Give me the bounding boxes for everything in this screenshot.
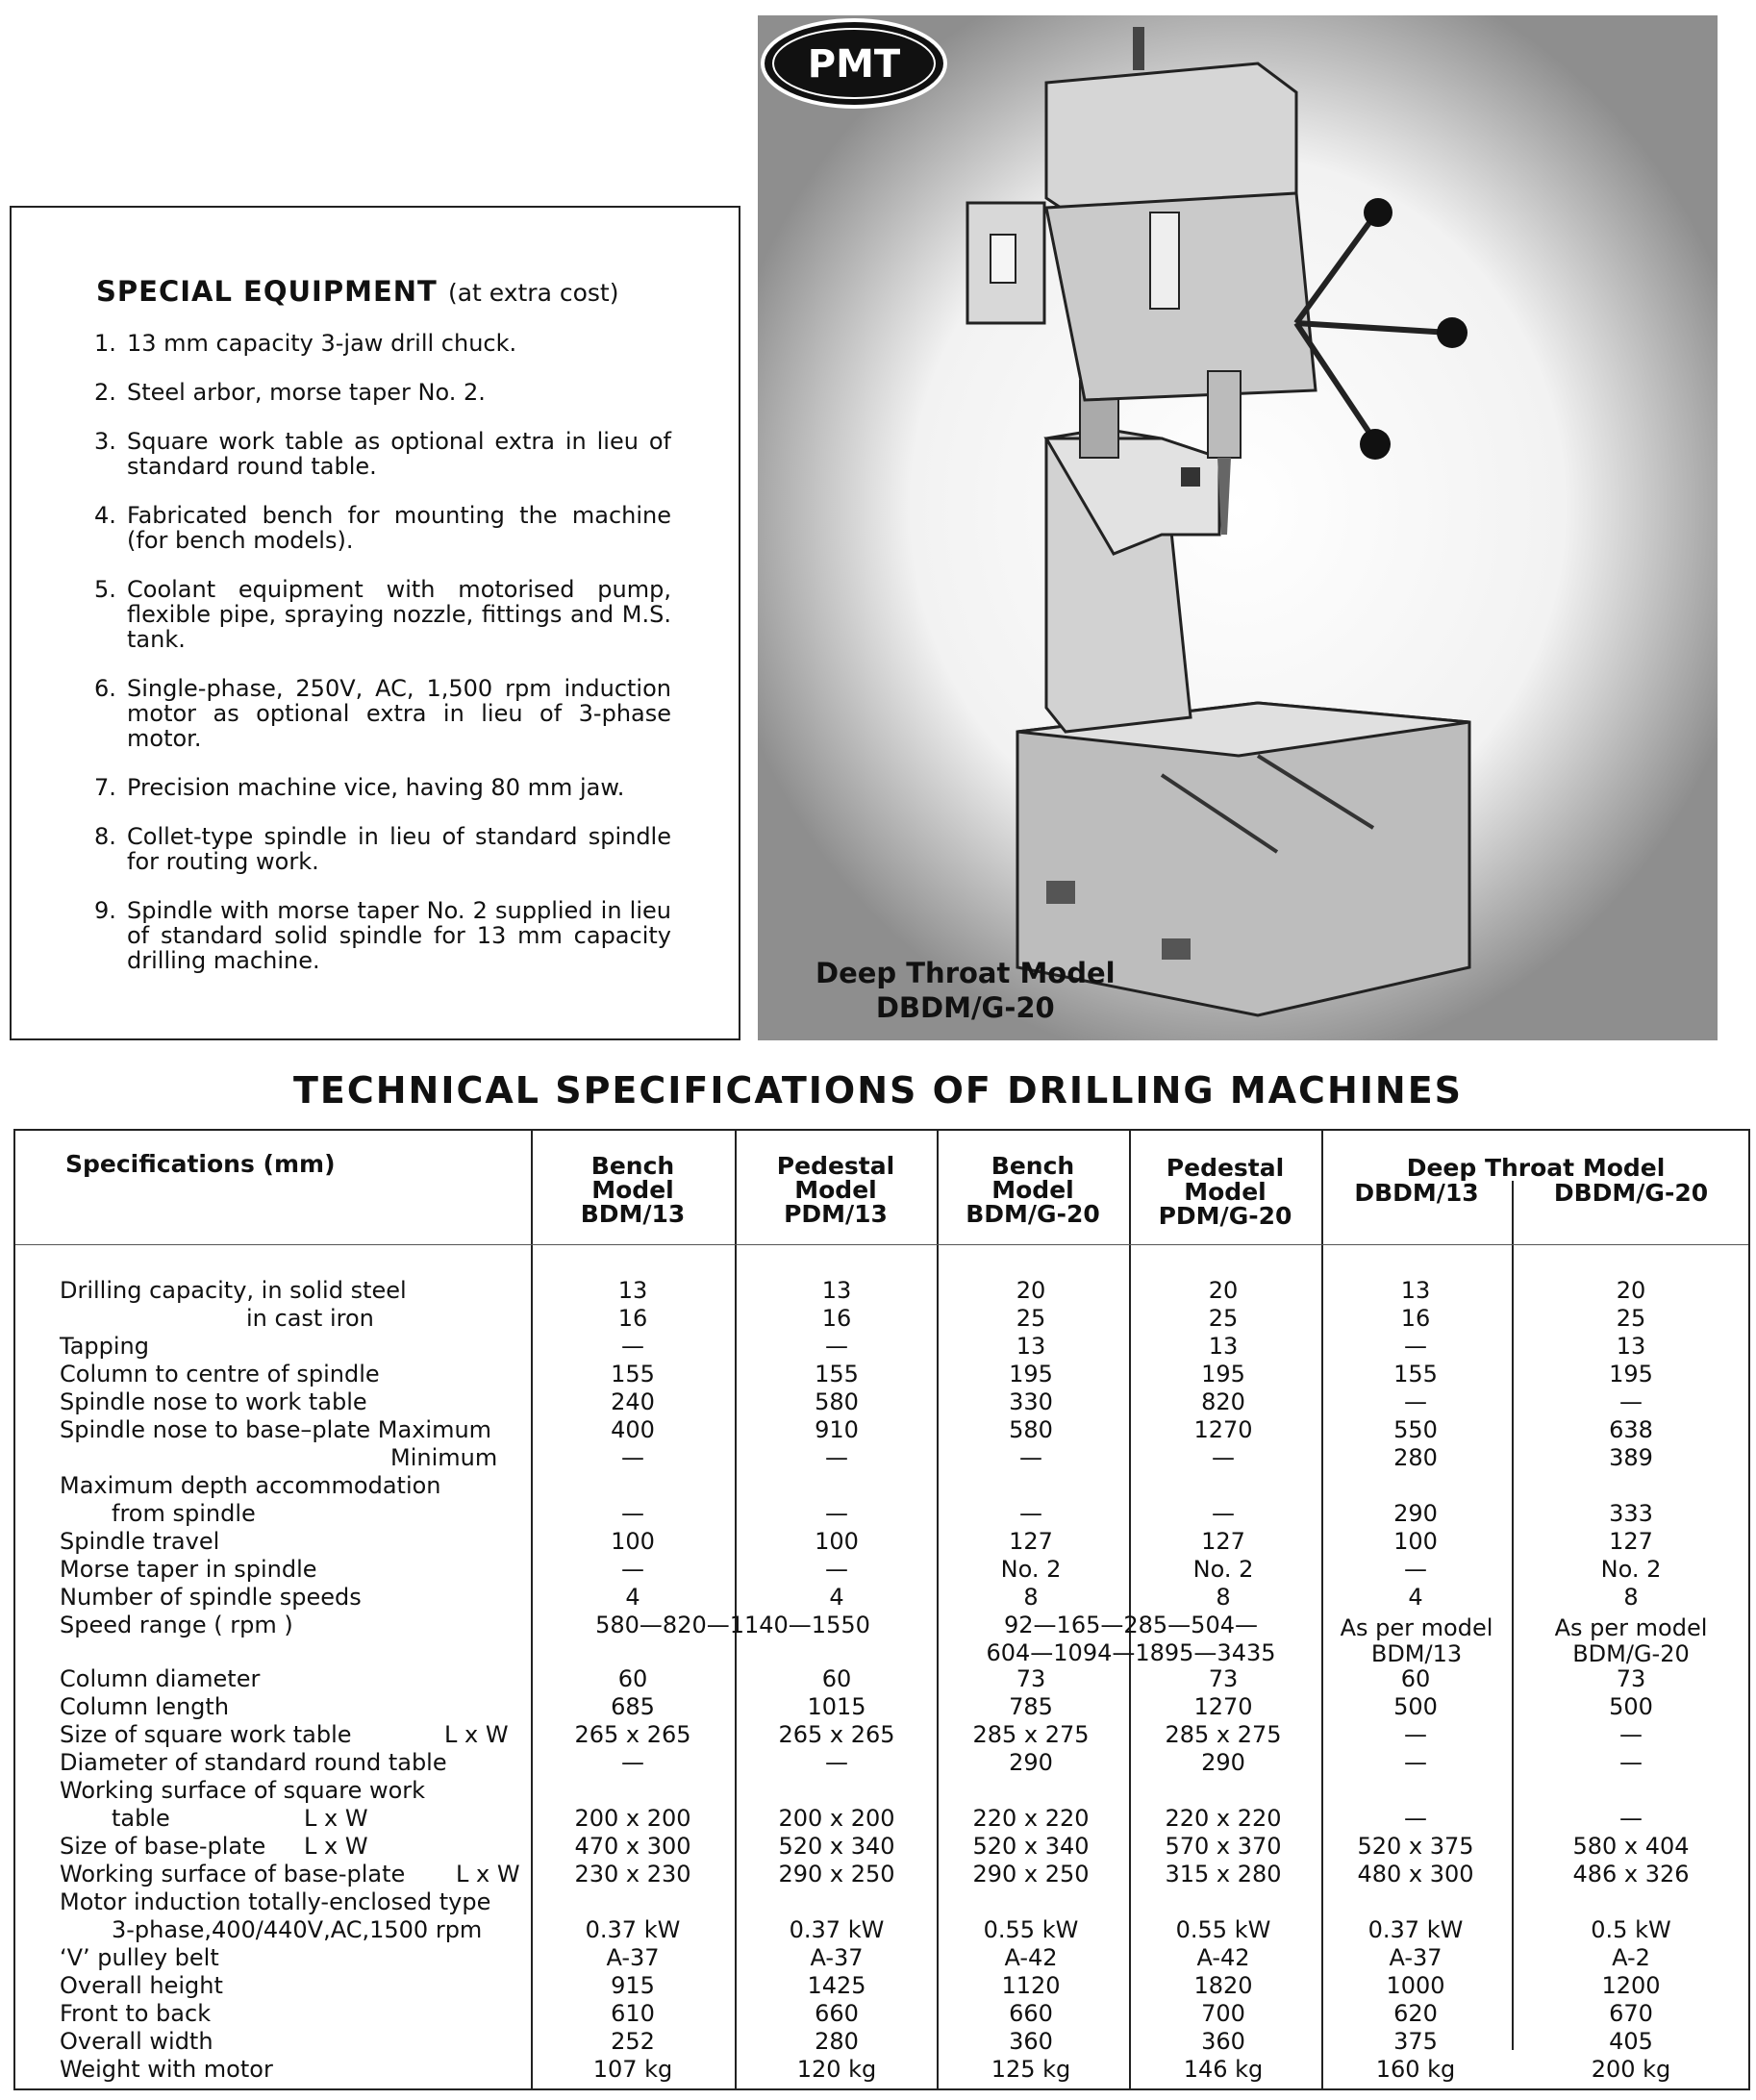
table-cell: 330 [1009,1388,1053,1415]
table-cell: 500 [1393,1693,1438,1720]
table-cell: — [621,1333,644,1360]
row-label: Minimum [390,1444,498,1471]
deep-throat-header: Deep Throat Model [1406,1154,1666,1182]
table-cell: — [1212,1444,1235,1471]
table-cell: 20 [1208,1277,1239,1304]
table-cell: 470 x 300 [574,1833,691,1860]
table-cell: 0.37 kW [789,1916,885,1943]
table-cell: — [621,1749,644,1776]
table-cell: No. 2 [1600,1556,1662,1583]
table-cell: 155 [611,1361,655,1388]
column-header-pdm13 [735,1154,937,1226]
table-cell: 200 x 200 [574,1805,691,1832]
table-cell: — [1019,1444,1042,1471]
row-label: Number of spindle speeds [60,1584,362,1611]
item-number: 9. [94,897,116,924]
table-cell: 638 [1609,1416,1653,1443]
table-cell: 580 [815,1388,859,1415]
table-cell: 8 [1623,1584,1639,1611]
table-cell: 620 [1393,2000,1438,2027]
table-cell: — [621,1500,644,1527]
lxw-label: L x W [304,1833,368,1860]
row-label: Size of base-plate [60,1833,266,1860]
table-cell: 127 [1609,1528,1653,1555]
table-cell: — [825,1556,848,1583]
item-text: Collet-type spindle in lieu of standard spindle for routing work. [127,823,671,875]
header-line: PDM/G-20 [1158,1202,1292,1230]
table-cell: 25 [1616,1305,1646,1332]
table-cell: 785 [1009,1693,1053,1720]
row-label: in cast iron [246,1305,374,1332]
table-cell: 0.37 kW [585,1916,681,1943]
table-cell: 195 [1201,1361,1245,1388]
header-line: Model [794,1176,877,1204]
item-number: 2. [94,379,116,406]
table-cell: 580 x 404 [1572,1833,1690,1860]
row-label: Speed range ( rpm ) [60,1612,293,1638]
table-cell: 1270 [1193,1693,1253,1720]
row-label: Spindle travel [60,1528,220,1555]
table-cell: — [1619,1721,1643,1748]
equipment-list [94,331,671,997]
table-cell: 265 x 265 [574,1721,691,1748]
table-cell: 252 [611,2028,655,2055]
speed-range-13: 580—820—1140—1550 [595,1612,870,1638]
photo-caption [815,956,1116,1025]
table-cell: 0.55 kW [1175,1916,1271,1943]
table-cell: 13 [1016,1333,1046,1360]
item-text: Coolant equipment with motorised pump, flexible pipe, spraying nozzle, fittings and M.S. tank. [127,576,671,653]
title-subtitle: (at extra cost) [447,279,619,307]
table-cell: 520 x 340 [778,1833,895,1860]
table-cell: A-2 [1612,1944,1650,1971]
table-cell: 230 x 230 [574,1861,691,1888]
table-cell: 290 x 250 [972,1861,1090,1888]
column-header-bdmg20 [937,1154,1129,1226]
list-item [94,775,671,800]
table-cell: 1015 [807,1693,866,1720]
table-cell: A-42 [1196,1944,1250,1971]
table-cell: — [1404,1749,1427,1776]
item-number: 7. [94,774,116,801]
table-cell: 220 x 220 [972,1805,1090,1832]
table-cell: A-42 [1004,1944,1058,1971]
header-line: Bench [590,1152,675,1180]
row-label: Spindle nose to base–plate Maximum [60,1416,492,1443]
table-cell: 16 [617,1305,648,1332]
table-cell: 570 x 370 [1165,1833,1282,1860]
header-line: Pedestal [776,1152,895,1180]
table-cell: No. 2 [1192,1556,1254,1583]
drilling-machine-illustration [758,15,1718,1040]
table-cell: 160 kg [1375,2056,1456,2083]
row-label: Working surface of square work [60,1777,426,1804]
table-cell: — [825,1749,848,1776]
list-item [94,577,671,652]
item-number: 6. [94,675,116,702]
list-item [94,824,671,874]
table-cell: 240 [611,1388,655,1415]
table-cell: 13 [1208,1333,1239,1360]
table-cell: 285 x 275 [972,1721,1090,1748]
table-cell: 0.5 kW [1591,1916,1671,1943]
table-cell: — [1404,1388,1427,1415]
machine-photo [758,15,1718,1040]
table-cell: 820 [1201,1388,1245,1415]
list-item [94,429,671,479]
table-cell: 290 x 250 [778,1861,895,1888]
table-cell: 120 kg [796,2056,877,2083]
table-cell: 25 [1208,1305,1239,1332]
table-cell: 280 [1393,1444,1438,1471]
table-cell: 73 [1016,1665,1046,1692]
table-cell: 280 [815,2028,859,2055]
table-cell: A-37 [1389,1944,1442,1971]
table-cell: — [1619,1805,1643,1832]
table-cell: 125 kg [991,2056,1071,2083]
row-label: Maximum depth accommodation [60,1472,441,1499]
list-item [94,380,671,405]
table-cell: 8 [1216,1584,1231,1611]
table-cell: 660 [1009,2000,1053,2027]
row-label: Tapping [60,1333,149,1360]
table-cell: 315 x 280 [1165,1861,1282,1888]
table-cell: 333 [1609,1500,1653,1527]
list-item [94,898,671,973]
header-line: Model [1184,1178,1267,1206]
row-label: Column to centre of spindle [60,1361,380,1388]
table-cell: 0.37 kW [1367,1916,1464,1943]
table-cell: — [1404,1333,1427,1360]
logo-text: PMT [807,42,901,87]
special-equipment-box [10,206,740,1040]
table-cell: 146 kg [1183,2056,1264,2083]
table-cell: 155 [1393,1361,1438,1388]
table-cell: 1200 [1601,1972,1661,1999]
lxw-label: L x W [304,1805,368,1832]
table-cell: 60 [617,1665,648,1692]
table-cell: — [1404,1805,1427,1832]
table-cell: 200 x 200 [778,1805,895,1832]
table-cell: — [1404,1556,1427,1583]
table-cell: 405 [1609,2028,1653,2055]
table-cell: 4 [829,1584,844,1611]
table-cell: 265 x 265 [778,1721,895,1748]
table-cell: 1425 [807,1972,866,1999]
table-cell: 486 x 326 [1572,1861,1690,1888]
item-number: 1. [94,330,116,357]
table-cell: 290 [1393,1500,1438,1527]
table-cell: 285 x 275 [1165,1721,1282,1748]
row-label: Diameter of standard round table [60,1749,447,1776]
header-line: BDM/13 [580,1200,686,1228]
row-label: Working surface of base-plate [60,1861,406,1888]
table-cell: 13 [1400,1277,1431,1304]
lxw-label: L x W [444,1721,509,1748]
row-label: Front to back [60,2000,212,2027]
table-cell: 16 [1400,1305,1431,1332]
table-cell: 155 [815,1361,859,1388]
table-cell: 60 [821,1665,852,1692]
table-cell: 400 [611,1416,655,1443]
table-cell: 910 [815,1416,859,1443]
speed-range-20-line2: 604—1094—1895—3435 [986,1639,1276,1666]
table-cell: 0.55 kW [983,1916,1079,1943]
row-label: Drilling capacity, in solid steel [60,1277,407,1304]
table-cell: 1000 [1386,1972,1445,1999]
row-label: Size of square work table [60,1721,352,1748]
row-label: Column diameter [60,1665,261,1692]
table-cell: 127 [1201,1528,1245,1555]
table-cell: 480 x 300 [1357,1861,1474,1888]
item-number: 8. [94,823,116,850]
column-header-bdm13 [531,1154,735,1226]
header-line: Pedestal [1166,1154,1285,1182]
table-cell: 520 x 340 [972,1833,1090,1860]
table-cell: A-37 [810,1944,864,1971]
table-cell: — [1619,1749,1643,1776]
row-label: Column length [60,1693,230,1720]
table-cell: 500 [1609,1693,1653,1720]
row-label: Spindle nose to work table [60,1388,367,1415]
table-cell: 13 [1616,1333,1646,1360]
column-header-pdmg20 [1129,1156,1321,1228]
header-line: Model [591,1176,674,1204]
table-title: TECHNICAL SPECIFICATIONS OF DRILLING MACHINES [292,1069,1464,1112]
item-text: 13 mm capacity 3-jaw drill chuck. [127,330,517,357]
header-line: BDM/G-20 [966,1200,1100,1228]
header-rule [15,1244,1748,1245]
table-cell: 73 [1208,1665,1239,1692]
table-cell: No. 2 [1000,1556,1062,1583]
spec-table [13,1129,1750,2090]
table-cell: 195 [1009,1361,1053,1388]
header-line: Bench [991,1152,1075,1180]
item-text: Square work table as optional extra in lieu of standard round table. [127,428,671,480]
table-cell: — [1404,1721,1427,1748]
table-cell: 1120 [1001,1972,1061,1999]
table-cell: 100 [815,1528,859,1555]
table-cell: 107 kg [592,2056,673,2083]
row-label: Weight with motor [60,2056,273,2083]
title-text: SPECIAL EQUIPMENT [96,275,438,308]
pmt-logo [758,15,950,112]
table-cell: 25 [1016,1305,1046,1332]
list-item [94,503,671,553]
table-cell: — [1019,1500,1042,1527]
table-cell: 127 [1009,1528,1053,1555]
table-cell: 360 [1009,2028,1053,2055]
table-cell: 550 [1393,1416,1438,1443]
table-cell: 610 [611,2000,655,2027]
row-label: Morse taper in spindle [60,1556,317,1583]
table-cell: 915 [611,1972,655,1999]
as-per-model-20: As per model [1554,1614,1708,1641]
table-cell: — [621,1556,644,1583]
row-label: Overall width [60,2028,213,2055]
table-cell: — [1212,1500,1235,1527]
special-equipment-title [96,275,618,308]
speed-range-20-line1: 92—165—285—504— [1004,1612,1258,1638]
row-label: 3-phase,400/440V,AC,1500 rpm [112,1916,483,1943]
lxw-label: L x W [456,1861,520,1888]
table-cell: 13 [617,1277,648,1304]
table-cell: 660 [815,2000,859,2027]
item-text: Steel arbor, morse taper No. 2. [127,379,486,406]
table-cell: 60 [1400,1665,1431,1692]
table-cell: 220 x 220 [1165,1805,1282,1832]
table-cell: 1270 [1193,1416,1253,1443]
table-cell: 389 [1609,1444,1653,1471]
table-cell: 580 [1009,1416,1053,1443]
item-number: 5. [94,576,116,603]
table-cell: — [825,1444,848,1471]
table-cell: 8 [1023,1584,1039,1611]
table-cell: 520 x 375 [1357,1833,1474,1860]
table-cell: — [825,1333,848,1360]
table-cell: — [1619,1388,1643,1415]
table-cell: 1820 [1193,1972,1253,1999]
specifications-header: Specifications (mm) [65,1150,336,1178]
table-cell: — [621,1444,644,1471]
table-cell: 100 [1393,1528,1438,1555]
table-cell: 290 [1009,1749,1053,1776]
table-cell: 100 [611,1528,655,1555]
row-label: table [112,1805,170,1832]
table-cell: A-37 [606,1944,660,1971]
row-label: from spindle [112,1500,256,1527]
column-divider [735,1131,737,2088]
table-cell: 4 [1408,1584,1423,1611]
table-cell: 290 [1201,1749,1245,1776]
item-number: 4. [94,502,116,529]
column-header-dbdm13: DBDM/13 [1354,1179,1479,1207]
header-line: PDM/13 [784,1200,888,1228]
table-cell: 670 [1609,2000,1653,2027]
row-label: Overall height [60,1972,223,1999]
column-header-dbdmg20: DBDM/G-20 [1553,1179,1709,1207]
table-cell: 4 [625,1584,640,1611]
table-cell: 375 [1393,2028,1438,2055]
table-cell: 73 [1616,1665,1646,1692]
item-text: Fabricated bench for mounting the machine (for bench models). [127,502,671,554]
table-cell: 13 [821,1277,852,1304]
item-text: Precision machine vice, having 80 mm jaw. [127,774,625,801]
header-line: Model [991,1176,1074,1204]
as-per-model-13: As per model [1340,1614,1493,1641]
table-cell: 685 [611,1693,655,1720]
table-cell: 20 [1016,1277,1046,1304]
as-per-model-20-name: BDM/G-20 [1572,1640,1690,1667]
row-label: Motor induction totally-enclosed type [60,1888,491,1915]
caption-line-1: Deep Throat Model [815,957,1116,989]
item-text: Spindle with morse taper No. 2 supplied in lieu of standard solid spindle for 13 mm capacity drilling machine. [127,897,671,974]
table-cell: 20 [1616,1277,1646,1304]
item-number: 3. [94,428,116,455]
item-text: Single-phase, 250V, AC, 1,500 rpm induction motor as optional extra in lieu of 3-phase motor. [127,675,671,752]
list-item [94,331,671,356]
table-cell: 700 [1201,2000,1245,2027]
caption-line-2: DBDM/G-20 [875,991,1055,1024]
table-cell: 360 [1201,2028,1245,2055]
table-cell: 200 kg [1591,2056,1671,2083]
column-divider [531,1131,533,2088]
list-item [94,676,671,751]
row-label: ‘V’ pulley belt [60,1944,219,1971]
table-cell: — [825,1500,848,1527]
table-cell: 16 [821,1305,852,1332]
table-cell: 195 [1609,1361,1653,1388]
as-per-model-13-name: BDM/13 [1370,1640,1463,1667]
